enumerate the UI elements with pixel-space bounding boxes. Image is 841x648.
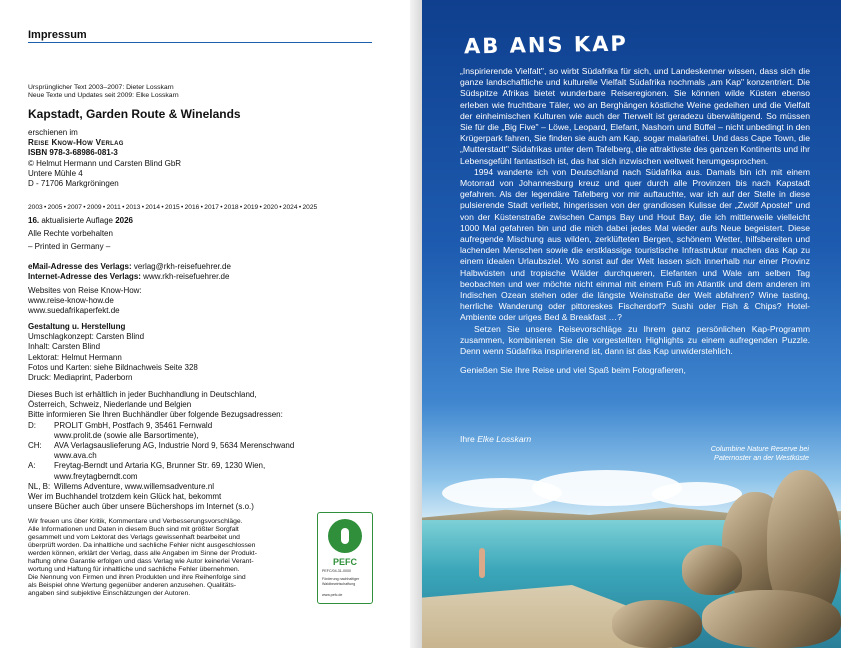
design-line: Umschlagkonzept: Carsten Blind [28,332,145,342]
internet-label: Internet-Adresse des Verlags: [28,272,141,282]
pefc-url: www.pefc.de [322,593,343,597]
isbn: ISBN 978-3-68986-081-3 [28,148,118,158]
copyright-line: D - 71706 Markgröningen [28,179,119,189]
rights: Alle Rechte vorbehalten [28,229,113,239]
edition-text: aktualisierte Auflage [41,216,113,225]
signature [460,434,531,444]
photo-caption [649,444,809,462]
address-line: Willems Adventure, www.willemsadventure.nl [54,481,215,491]
credit-line: Neue Texte und Updates seit 2009: Elke Losskarn [28,92,179,99]
websites-label: Websites von Reise Know-How: [28,286,142,295]
page-gutter [410,0,422,648]
header-rule [28,42,372,43]
edition-number: 16. [28,216,40,225]
intro-text [460,66,810,376]
edition-block [28,216,133,253]
pefc-fine: Förderung nachhaltiger Waldbewirtschaftung [322,577,360,586]
address-line: Freytag-Berndt und Artaria KG, Brunner Str. 69, 1230 Wien, [54,461,266,471]
production-block [28,322,198,383]
address-lines [54,421,212,441]
address-nl-b [28,482,294,492]
disclaimer-line: Alle Informationen und Daten in diesem Buch sind mit größter Sorgfalt [28,526,239,533]
published-in: erschienen im [28,128,78,137]
design-line: Lektorat: Helmut Hermann [28,352,122,362]
design-label: Gestaltung u. Herstellung [28,322,126,331]
publisher-block [28,128,181,189]
intro-page [422,0,841,648]
paragraph: Setzen Sie unsere Reisevorschläge zu Ihrem ganz persönlichen Kap-Programm zusammen, kombinieren Sie die vorgestellten Highlights zu einem aufregenden Puzzle. Denn wenn Südafrika inspirierend ist, dann ist das Kap unwiderstehlich. [460,323,810,357]
granite-boulder [702,590,841,648]
email-label: eMail-Adresse des Verlags: [28,262,132,271]
granite-boulder [612,600,702,648]
address-ch [28,441,294,461]
address-a [28,461,294,481]
publisher-name: Reise Know-How Verlag [28,138,124,148]
trade-line: Österreich, Schweiz, Niederlande und Belgien [28,400,192,410]
cloud [652,482,742,506]
address-d [28,421,294,441]
address-lines [54,441,294,461]
trade-line: Dieses Buch ist erhältlich in jeder Buchhandlung in Deutschland, [28,390,257,399]
paragraph: 1994 wanderte ich von Deutschland nach Südafrika aus. Damals bin ich mit einem Motorrad von Johannesburg kreuz und quer durch alle Provinzen bis nach Kapstadt gefahren. Als der legendäre Tafelberg vor mir auftauchte, war ich auf der Stelle in diese pulsierende Stadt verliebt, hingerissen von der grandiosen Kulisse der „Zwölf Apostel" und von der Küstenstraße zwischen Camps Bay und Hout Bay, die ich mittlerweile vielleicht 1000 Mal gefahren bin und die mich dabei jedes Mal wieder aufs Neue begeistert. Diese aufregende Mischung aus wilden, zerklüfteten Bergen, schönem Wetter, hilfsbereiten und lachenden Menschen sowie die erstklassige touristische Infrastruktur machen das Kap zu einem idealen Urlaubsziel. Wo sonst auf der Welt lassen sich innerhalb nur einer Provinz Halbwüsten und tropische Wälder durchqueren, Elefanten und Wale am selben Tag beobachten und wer möchte nicht einmal mit einem Fuß im Atlantik und dem anderen im Indischen Ozean stehen oder die längste Weinstraße der Welt abfahren? Wine tasting, herrliche Wanderung oder pittoreskes Fischerdorf? Sushi oder Fish & Chips? Hotel-Ambiente oder uriges Bed & Breakfast …? [460,166,810,323]
website-link[interactable]: www.suedafrikaperfekt.de [28,306,120,316]
address-key: CH: [28,441,42,451]
internet-line [28,272,231,282]
imprint-page [0,0,410,648]
address-line: www.freytagberndt.com [54,471,138,481]
trade-line: Bitte informieren Sie Ihren Buchhändler über folgende Bezugsadressen: [28,410,283,420]
trade-end-line: unsere Bücher auch über unsere Büchershops im Internet (s.o.) [28,502,254,512]
disclaimer-line: werden können, erklärt der Verlag, dass alle Angaben im Sinne der Produkt- [28,550,257,557]
design-line: Fotos und Karten: siehe Bildnachweis Seite 328 [28,362,198,372]
disclaimer-line: wortung und Haftung für inhaltliche und sachliche Fehler übernehmen. [28,566,240,573]
disclaimer [28,518,313,598]
pefc-code: PEFC/04-31-0000 [322,569,351,573]
design-line: Druck: Mediaprint, Paderborn [28,373,133,383]
email-link[interactable]: verlag@rkh-reisefuehrer.de [133,262,231,271]
tree-icon [328,519,362,553]
edition-years: 2003 • 2005 • 2007 • 2009 • 2011 • 2013 • 2014 • 2015 • 2016 • 2017 • 2018 • 2019 • 2020 • 2024 • 2025 [28,204,318,211]
address-line: AVA Verlagsauslieferung AG, Industrie Nord 9, 5634 Merenschwand [54,441,295,451]
paragraph: „Inspirierende Vielfalt", so wirbt Südafrika für sich, und Landeskenner wissen, dass sich die ganze landschaftliche und kulturelle Vielfalt Südafrika nochmals „am Kap" konzentriert. Die Südspitze Afrikas bietet wunderbare Reiseregionen. Sie können wilde Küsten ebenso erleben wie fruchtbare Täler, wo an Berghängen köstliche Weine gedeihen und die Vielfalt der einheimischen Kulturen wie auch der Tierwelt ist geradezu überwältigend. So müssen Sie für die „Big Five" – Löwe, Leopard, Elefant, Nashorn und Büffel – nicht unbedingt in den Krügerpark fahren, Sie finden sie auch am Kap, sogar malariafrei. Und dass Cape Town, die „Mutterstadt" Südafrikas unter dem Tafelberg, die attraktivste des ganzen Kontinents und ihr Lebensgefühl fantastisch ist, das hat sich inzwischen weltweit herumgesprochen. [460,66,810,166]
address-key: D: [28,420,36,430]
disclaimer-line: gesammelt und vom Lektorat des Verlags gewissenhaft bearbeitet und [28,534,240,541]
disclaimer-line: überprüft worden. Da inhaltliche und sachliche Fehler nicht ausgeschlossen [28,542,256,549]
copyright-line: Untere Mühle 4 [28,168,83,178]
address-lines [54,461,265,481]
address-line: www.ava.ch [54,451,97,461]
section-header: Impressum [28,29,87,41]
caption-line: Paternoster an der Westküste [714,453,809,462]
contact-block [28,262,231,282]
signature-name: Elke Losskarn [477,434,532,444]
disclaimer-line: Die Nennung von Firmen und ihren Produkten und ihre Reihenfolge sind [28,574,246,581]
address-line: PROLIT GmbH, Postfach 9, 35461 Fernwald [54,420,213,430]
granite-boulder [682,545,742,595]
address-key: A: [28,461,36,471]
pefc-logo [317,512,373,604]
pefc-name: PEFC [332,557,357,567]
disclaimer-line: haftung ohne Garantie erfolgen und dass Verlag wie Autor keinerlei Verant- [28,558,254,565]
edition-line [28,216,133,226]
printed-in: – Printed in Germany – [28,242,111,252]
copyright-line: © Helmut Hermann und Carsten Blind GbR [28,158,182,168]
trade-end-line: Wer im Buchhandel trotzdem kein Glück hat, bekommt [28,492,222,502]
email-line [28,262,231,272]
design-line: Inhalt: Carsten Blind [28,342,101,352]
websites-block [28,286,142,317]
disclaimer-line: Wir freuen uns über Kritik, Kommentare und Verbesserungsvorschläge. [28,518,243,525]
trade-block [28,390,294,512]
disclaimer-line: als Beispiel ohne Wertung gegenüber anderen anzusehen. Qualitäts- [28,582,237,589]
internet-link[interactable]: www.rkh-reisefuehrer.de [143,272,230,282]
credits [28,84,179,100]
person-on-beach [479,548,485,578]
paragraph: Genießen Sie Ihre Reise und viel Spaß beim Fotografieren, [460,365,686,376]
caption-line: Columbine Nature Reserve bei [710,444,809,453]
book-title: Kapstadt, Garden Route & Winelands [28,107,241,121]
edition-year: 2026 [115,216,133,225]
address-key: NL, B: [28,481,51,491]
credit-line: Ursprünglicher Text 2003–2007: Dieter Losskarn [28,84,174,91]
page-title: AB ANS KAP [463,31,628,59]
signature-prefix: Ihre [460,434,475,444]
address-line: www.prolit.de (sowie alle Barsortimente), [54,430,199,440]
website-link[interactable]: www.reise-know-how.de [28,296,114,306]
disclaimer-line: angaben sind subjektive Einschätzungen der Autoren. [28,590,191,597]
